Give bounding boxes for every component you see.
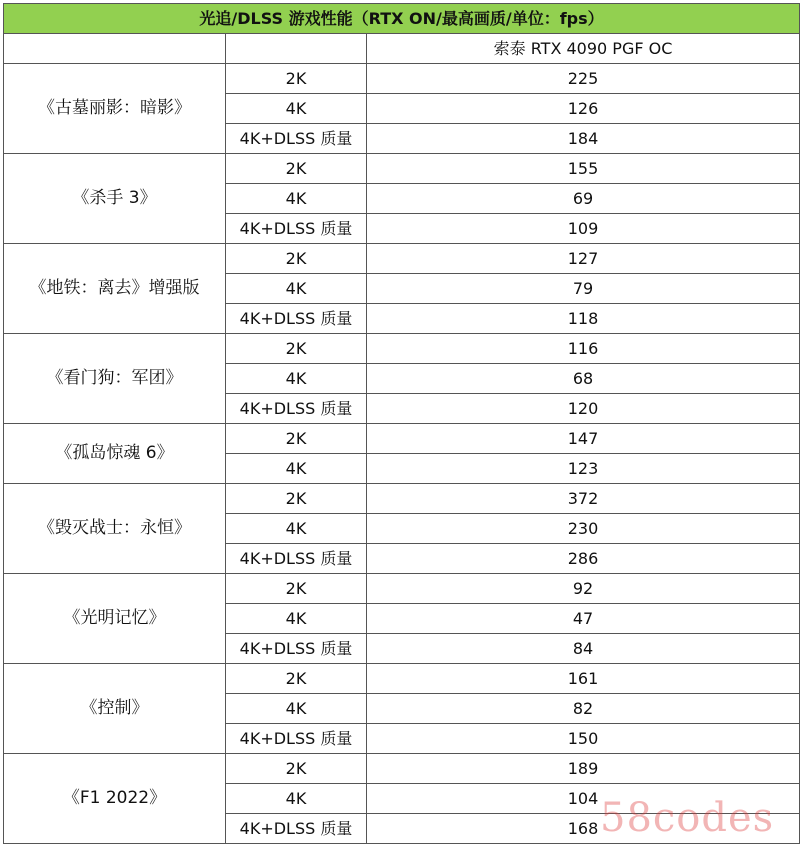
- setting-cell: 4K: [226, 694, 367, 724]
- fps-value-cell: 286: [367, 544, 800, 574]
- header-row: [4, 34, 800, 64]
- game-name-cell: 《古墓丽影：暗影》: [4, 64, 226, 154]
- benchmark-table: [3, 3, 800, 844]
- column-header: 索泰 RTX 4090 PGF OC: [367, 34, 800, 64]
- game-name-cell: 《孤岛惊魂 6》: [4, 424, 226, 484]
- setting-cell: 4K+DLSS 质量: [226, 814, 367, 844]
- setting-cell: 4K+DLSS 质量: [226, 394, 367, 424]
- fps-value-cell: 109: [367, 214, 800, 244]
- setting-cell: 2K: [226, 574, 367, 604]
- setting-cell: 4K+DLSS 质量: [226, 304, 367, 334]
- fps-value-cell: 161: [367, 664, 800, 694]
- game-name-cell: 《看门狗：军团》: [4, 334, 226, 424]
- fps-value-cell: 230: [367, 514, 800, 544]
- fps-value-cell: 155: [367, 154, 800, 184]
- fps-value-cell: 116: [367, 334, 800, 364]
- table-title: 光追/DLSS 游戏性能（RTX ON/最高画质/单位：fps）: [4, 4, 800, 34]
- header-empty-cell: [4, 34, 226, 64]
- fps-value-cell: 372: [367, 484, 800, 514]
- fps-value-cell: 47: [367, 604, 800, 634]
- game-name-cell: 《毁灭战士：永恒》: [4, 484, 226, 574]
- setting-cell: 4K+DLSS 质量: [226, 124, 367, 154]
- fps-value-cell: 147: [367, 424, 800, 454]
- setting-cell: 4K: [226, 184, 367, 214]
- setting-cell: 2K: [226, 244, 367, 274]
- setting-cell: 4K: [226, 94, 367, 124]
- setting-cell: 4K+DLSS 质量: [226, 724, 367, 754]
- watermark: 58codes: [600, 795, 775, 841]
- setting-cell: 2K: [226, 334, 367, 364]
- table-row: [4, 244, 800, 274]
- table-row: [4, 664, 800, 694]
- fps-value-cell: 189: [367, 754, 800, 784]
- game-name-cell: 《F1 2022》: [4, 754, 226, 844]
- fps-value-cell: 82: [367, 694, 800, 724]
- game-name-cell: 《杀手 3》: [4, 154, 226, 244]
- fps-value-cell: 104: [367, 784, 800, 814]
- table-row: [4, 424, 800, 454]
- fps-value-cell: 184: [367, 124, 800, 154]
- setting-cell: 4K: [226, 604, 367, 634]
- table-row: [4, 754, 800, 784]
- game-name-cell: 《光明记忆》: [4, 574, 226, 664]
- setting-cell: 4K+DLSS 质量: [226, 634, 367, 664]
- table-body: [4, 4, 800, 844]
- setting-cell: 2K: [226, 64, 367, 94]
- fps-value-cell: 118: [367, 304, 800, 334]
- fps-value-cell: 68: [367, 364, 800, 394]
- setting-cell: 2K: [226, 424, 367, 454]
- setting-cell: 4K: [226, 364, 367, 394]
- fps-value-cell: 168: [367, 814, 800, 844]
- header-empty-cell: [226, 34, 367, 64]
- setting-cell: 2K: [226, 754, 367, 784]
- setting-cell: 4K: [226, 514, 367, 544]
- table-row: [4, 574, 800, 604]
- table-row: [4, 64, 800, 94]
- setting-cell: 4K: [226, 274, 367, 304]
- fps-value-cell: 92: [367, 574, 800, 604]
- table-row: [4, 484, 800, 514]
- setting-cell: 2K: [226, 664, 367, 694]
- setting-cell: 2K: [226, 154, 367, 184]
- setting-cell: 4K: [226, 784, 367, 814]
- fps-value-cell: 127: [367, 244, 800, 274]
- table-row: [4, 334, 800, 364]
- fps-value-cell: 150: [367, 724, 800, 754]
- fps-value-cell: 123: [367, 454, 800, 484]
- fps-value-cell: 84: [367, 634, 800, 664]
- setting-cell: 2K: [226, 484, 367, 514]
- fps-value-cell: 79: [367, 274, 800, 304]
- game-name-cell: 《地铁：离去》增强版: [4, 244, 226, 334]
- fps-value-cell: 120: [367, 394, 800, 424]
- game-name-cell: 《控制》: [4, 664, 226, 754]
- setting-cell: 4K+DLSS 质量: [226, 544, 367, 574]
- fps-value-cell: 126: [367, 94, 800, 124]
- setting-cell: 4K: [226, 454, 367, 484]
- fps-value-cell: 225: [367, 64, 800, 94]
- title-row: [4, 4, 800, 34]
- setting-cell: 4K+DLSS 质量: [226, 214, 367, 244]
- fps-value-cell: 69: [367, 184, 800, 214]
- table-row: [4, 154, 800, 184]
